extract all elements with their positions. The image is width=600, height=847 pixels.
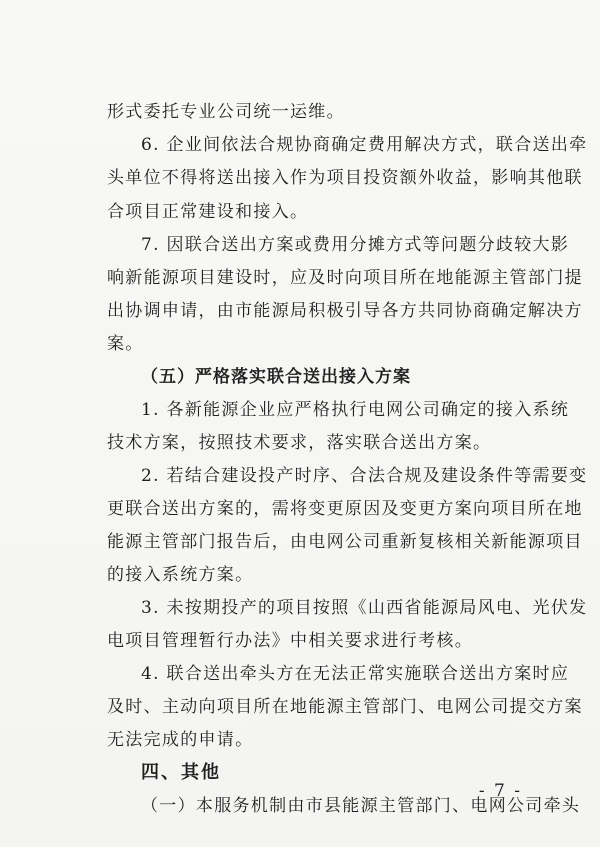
paragraph-line: 合项目正常建设和接入。: [107, 202, 309, 222]
paragraph-line: 能源主管部门报告后，由电网公司重新复核相关新能源项目: [107, 532, 583, 552]
paragraph-line: 6. 企业间依法合规协商确定费用解决方式，联合送出牵: [141, 135, 588, 155]
paragraph-line: 技术方案，按照技术要求，落实联合送出方案。: [107, 433, 492, 453]
page-number: - 7 -: [478, 781, 522, 801]
paragraph-line: 4. 联合送出牵头方在无法正常实施联合送出方案时应: [141, 664, 570, 684]
paragraph-line: （一）本服务机制由市县能源主管部门、电网公司牵头: [141, 796, 581, 816]
paragraph-line: 及时、主动向项目所在地能源主管部门、电网公司提交方案: [107, 697, 583, 717]
section-heading: 四、其他: [141, 762, 221, 783]
paragraph-line: 7. 因联合送出方案或费用分摊方式等问题分歧较大影: [141, 235, 570, 255]
paragraph-line: 更联合送出方案的，需将变更原因及变更方案向项目所在地: [107, 499, 583, 519]
paragraph-line: 案。: [107, 334, 144, 354]
paragraph-line: 1. 各新能源企业应严格执行电网公司确定的接入系统: [141, 400, 570, 420]
paragraph-line: 2. 若结合建设投产时序、合法合规及建设条件等需要变: [141, 466, 588, 486]
paragraph-line: 电项目管理暂行办法》中相关要求进行考核。: [107, 631, 473, 651]
paragraph-line: 的接入系统方案。: [107, 565, 254, 585]
paragraph-line: 响新能源项目建设时，应及时向项目所在地能源主管部门提: [107, 268, 583, 288]
paragraph-line: 头单位不得将送出接入作为项目投资额外收益，影响其他联: [107, 168, 583, 188]
paragraph-line: 无法完成的申请。: [107, 730, 254, 750]
section-subheading: （五）严格落实联合送出接入方案: [141, 367, 411, 387]
paragraph-line: 3. 未按期投产的项目按照《山西省能源局风电、光伏发: [141, 598, 588, 618]
paragraph-line: 出协调申请，由市能源局积极引导各方共同协商确定解决方: [107, 301, 583, 321]
paragraph-line: 形式委托专业公司统一运维。: [107, 102, 345, 122]
